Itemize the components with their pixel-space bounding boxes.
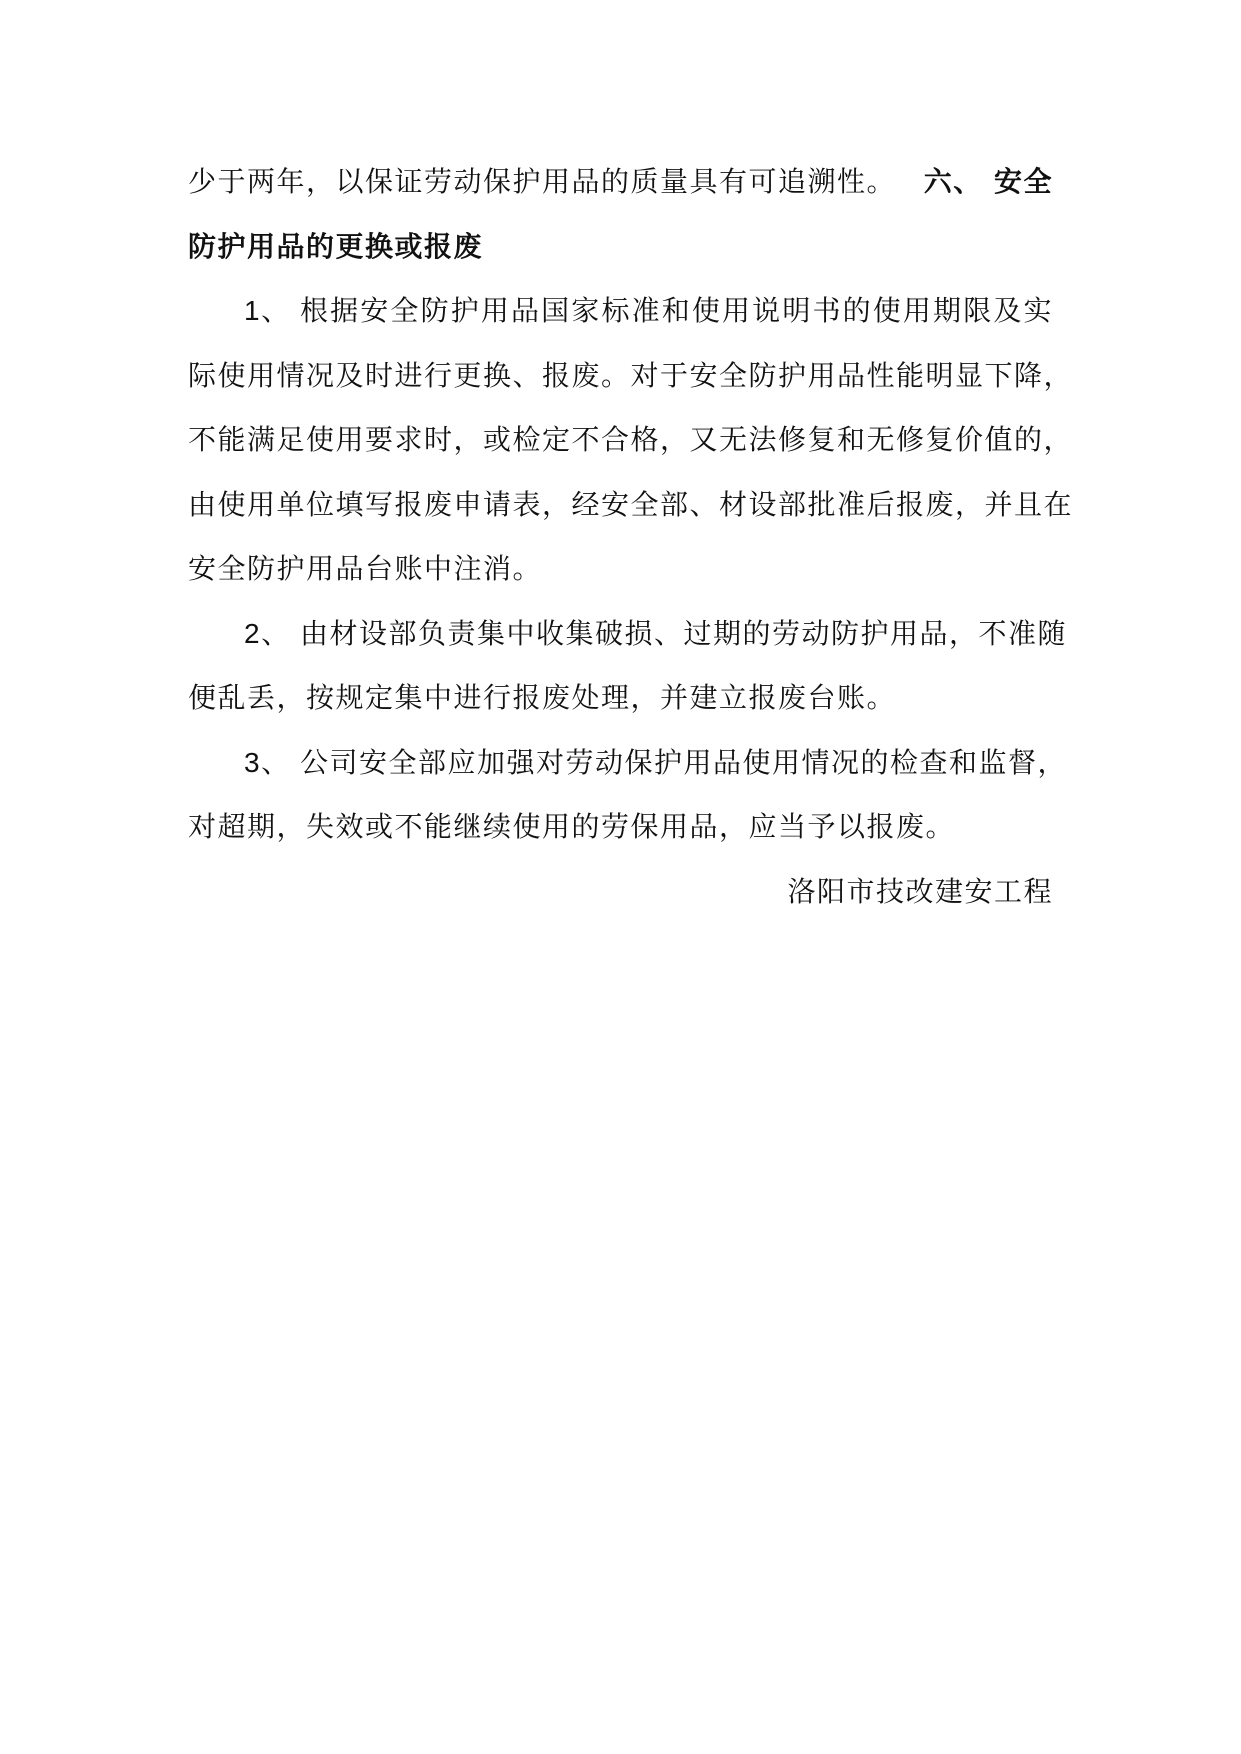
item-number: 3、 xyxy=(244,746,291,778)
item-number: 2、 xyxy=(244,617,291,649)
document-body xyxy=(188,150,1074,924)
list-item-1-line: 由使用单位填写报废申请表，经安全部、材设部批准后报废，并且在 xyxy=(188,487,1074,521)
list-item-3-first-line xyxy=(188,731,1068,796)
item-text: 根据安全防护用品国家标准和使用说明书的使用期限及实 xyxy=(300,294,1053,327)
intro-text: 少于两年，以保证劳动保护用品的质量具有可追溯性。 xyxy=(188,165,897,198)
item-text: 由材设部负责集中收集破损、过期的劳动防护用品，不准随 xyxy=(300,616,1068,650)
list-item-1-first-line xyxy=(188,279,1053,344)
intro-line xyxy=(188,150,1053,215)
section-heading-start: 六、 安全 xyxy=(923,165,1053,198)
list-item-1-line: 不能满足使用要求时，或检定不合格，又无法修复和无修复价值的， xyxy=(188,423,1074,456)
item-number: 1、 xyxy=(244,295,291,326)
section-heading: 防护用品的更换或报废 xyxy=(188,229,484,263)
list-item-3-line: 对超期，失效或不能继续使用的劳保用品，应当予以报废。 xyxy=(188,810,956,843)
signature: 洛阳市技改建安工程 xyxy=(787,874,1053,908)
list-item-1-line: 际使用情况及时进行更换、报废。对于安全防护用品性能明显下降， xyxy=(188,358,1074,392)
list-item-1-line: 安全防护用品台账中注消。 xyxy=(188,552,543,585)
list-item-2-line: 便乱丢，按规定集中进行报废处理，并建立报废台账。 xyxy=(188,681,897,714)
list-item-2-first-line xyxy=(188,602,1068,667)
item-text: 公司安全部应加强对劳动保护用品使用情况的检查和监督， xyxy=(300,745,1068,779)
